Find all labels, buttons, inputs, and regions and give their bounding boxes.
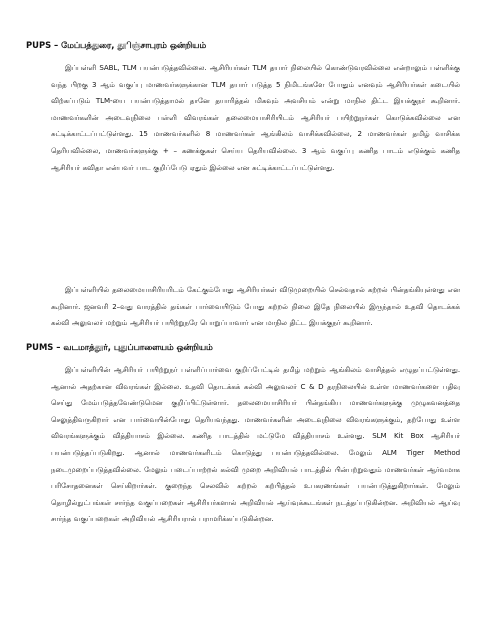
section-heading-pups: PUPS – மேப்பத்துரை, தூிஞ்சாபுரம் ஒன்றியம் xyxy=(26,40,207,50)
paragraph-pups-2: இப்பள்ளியில் தலைமையாசிரியரிடம் கேட்கும்போது ஆசிரியர்கள் விடுமுறையில் செல்வதால் கற்றல் பின்தங்கியுள்ளது என கூறினார். ஜனவரி 2–வது வாரத்தில் தங்கள் பார்வையிடும் போது கற்றல் நிலை இதே நிலையில் இருந்தால் உதவி தொடக்கக் கல்வி அலுவலர் மற்றும் ஆசிரியர் பயிற்றுநரே பொறுப்பாவார் என மாநில திட்ட இயக்குநர் கூறினார். xyxy=(51,285,460,328)
paragraph-pups-1: இப்பள்ளி SABL, TLM பயன்படுத்தவில்லை. ஆசிரியர்கள் TLM தயார் நிலையில் கொண்டுவரவில்லை என்றாலும் பள்ளிக்கு வந்த பிறகு 3 ஆம் வகுப்பு மாணவர்களுக்கான TLM தயார் படுத்த 5 நிமிடங்களே போதும் எனவும் ஆசிரியர்கள் கடையில் விற்கப்படும் TLM-யை பயன்படுத்தாமல் தானே தயாரித்தல் மிகவும் அவசியம் என்று மாநில திட்ட இயக்குநர் கூறினார். மாணவர்களின் அடைவுநிலை பள்ளி விவரங்கள் தலைமையாசிரியிடம் ஆசிரியர் பயிற்றுநர்கள் கொடுக்கவில்லை என சுட்டிக்காட்டப்பட்டுள்ளது. 15 மாணவர்களில் 8 மாணவர்கள் ஆங்கிலம் வாசிக்கவில்லை, 2 மாணவர்கள் தமிழ் வாசிக்க தெரியவில்லை, மாணவர்களுக்கு + – கணக்குகள் செய்ய தெரியவில்லை. 3 ஆம் வகுப்பு கணித பாடம் எடுக்கும் கணித ஆசிரியர் கவிதா என்பவர் பாட குறிப்பேடு ஏதும் இல்லை என சுட்டிக்காட்டப்பட்டுள்ளது. xyxy=(51,63,460,172)
paragraph-pums-1: இப்பள்ளியின் ஆசிரியர் பயிற்றுநர் பள்ளிப்பார்வை குறிப்பேட்டில் தமிழ் மற்றும் ஆங்கிலம் வாசித்தல் எழுதப்பட்டுள்ளது. ஆனால் அதற்கான விவரங்கள் இல்லை. உதவி தொடக்கக் கல்வி அலுவலர் C & D தரநிலையில் உள்ள மாணவர்களை பதிவு செய்து மேம்படுத்தவேண்டுமென குறிப்பிட்டுள்ளார். தலைமையாசிரியர் பின்தங்கிய மாணவர்களுக்கு முழுகவனத்தை செலுத்திவருகிறார் என பார்வையின்போது தெரியவந்தது. மாணவர்களின் அடைவுநிலை விவரங்களுக்கும், தற்போது உள்ள விவரங்களுக்கும் வித்தியாசம் இல்லை. கணித பாடத்தில் மட்டுமே வித்தியாசம் உள்ளது. SLM Kit Box ஆசிரியர் பயன்படுத்தப்படுகிறது. ஆனால் மாணவர்களிடம் கொடுத்து பயன்படுத்தவில்லை. மேலும் ALM Tiger Method நடைமுறைப்படுத்தவில்லை. மேலும் படைப்பாற்றல் கல்வி முறை அறிவியல் பாடத்தில் பின்பற்றுவதும் மாணவர்கள் ஆர்வமாக பரிசோதனைகள் செய்கிறார்கள். குறைந்த செலவில் கற்றல் கற்பித்தல் உபகரணங்கள் பயன்படுத்துகிறார்கள். மேலும் தொழில்நுட்பங்கள் சார்ந்த வகுப்பறைகள் ஆசிரியர்களால் அறிவியல் ஆய்வுக்கூடங்கள் நடத்தப்படுகின்றன. அறிவியல் ஆய்வு சார்ந்த வகுப்பறைகள் அறிவியல் ஆசிரியரால் பராமரிக்கப்படுகின்றன. xyxy=(51,365,460,524)
section-heading-pums: PUMS – வடமாத்தூர், புதுப்பாளையம் ஒன்றியம் xyxy=(26,342,213,352)
